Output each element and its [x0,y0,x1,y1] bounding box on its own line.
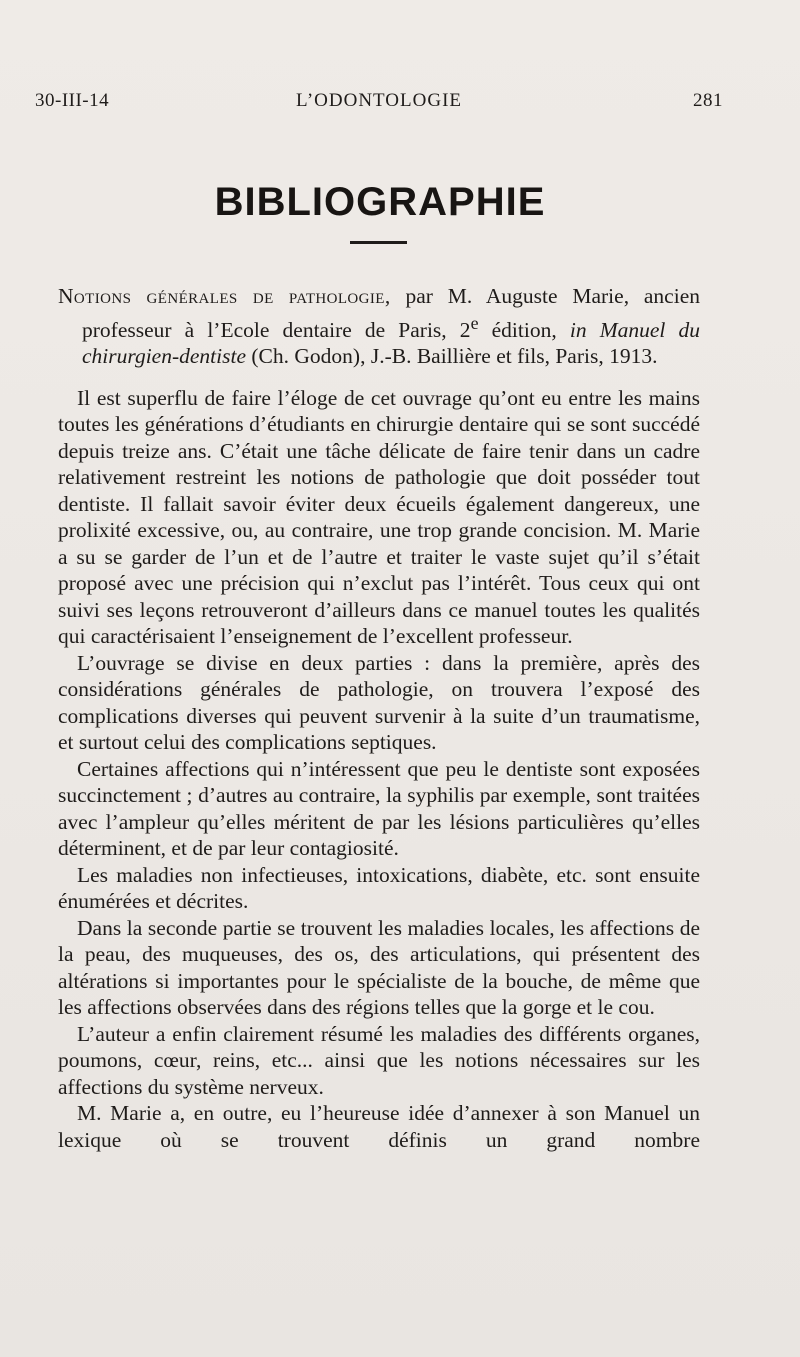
entry-publisher: (Ch. Godon), J.-B. Baillière et fils, Paris, 1913. [246,344,658,369]
article-content [58,283,700,1153]
entry-edition: édition, [478,317,570,342]
paragraph: Dans la seconde partie se trouvent les maladies locales, les affections de la peau, des muqueuses, des os, des articulations, qui présentent des altérations si importantes pour le spécialiste de la bouche, de même que les affections observées dans des régions telles que la gorge et le cou. [58,915,700,1020]
paragraph: M. Marie a, en outre, eu l’heureuse idée d’annexer à son Manuel un lexique où se trouvent définis un grand nombre [58,1101,700,1152]
edition-superscript: e [470,312,479,333]
paragraph: Certaines affections qui n’intéressent que peu le dentiste sont exposées succinctement ; d’autres au contraire, la syphilis par exemple, sont traitées avec l’ampleur qu’elles méritent de par les lésions particulières qu’elles déterminent, et de par leur contagiosité. [58,756,700,861]
paragraph: L’ouvrage se divise en deux parties : dans la première, après des considérations générales de pathologie, on trouvera l’exposé des complications diverses qui peuvent survenir à la suite d’un traumatisme, et surtout celui des complications septiques. [58,650,700,755]
section-title: BIBLIOGRAPHIE [214,180,546,224]
entry-author: par M. Auguste Marie, ancien professeur à l’Ecole dentaire de Paris, 2 [82,284,700,342]
entry-series: in Manuel du chirurgien-dentiste [82,317,701,369]
paragraph: Il est superflu de faire l’éloge de cet ouvrage qu’ont eu entre les mains toutes les générations d’étudiants en chirurgie dentaire qui se sont succédé depuis treize ans. C’était une tâche délicate de faire tenir dans un cadre relativement restreint les notions de pathologie que doit posséder tout dentiste. Il fallait savoir éviter deux écueils également dangereux, une prolixité excessive, ou, au contraire, une trop grande concision. M. Marie a su se garder de l’un et de l’autre et traiter le vaste sujet qu’il s’était proposé avec une précision qui n’exclut pas l’intérêt. Tous ceux qui ont suivi ses leçons retrouveront d’ailleurs dans ce manuel toutes les qualités qui caractérisaient l’enseignement de l’excellent professeur. [58,385,700,649]
page-number: 281 [693,90,723,111]
paragraph: Les maladies non infectieuses, intoxications, diabète, etc. sont ensuite énumérées et décrites. [58,862,700,914]
paragraph: L’auteur a enfin clairement résumé les maladies des différents organes, poumons, cœur, reins, etc... ainsi que les notions nécessaires sur les affections du système nerveux. [58,1021,700,1099]
running-head [35,90,723,116]
entry-title: Notions générales de pathologie, [58,284,391,308]
issue-date: 30-III-14 [35,90,110,111]
title-rule [350,241,407,244]
bibliography-entry [58,283,700,370]
journal-title: L’ODONTOLOGIE [295,90,463,111]
